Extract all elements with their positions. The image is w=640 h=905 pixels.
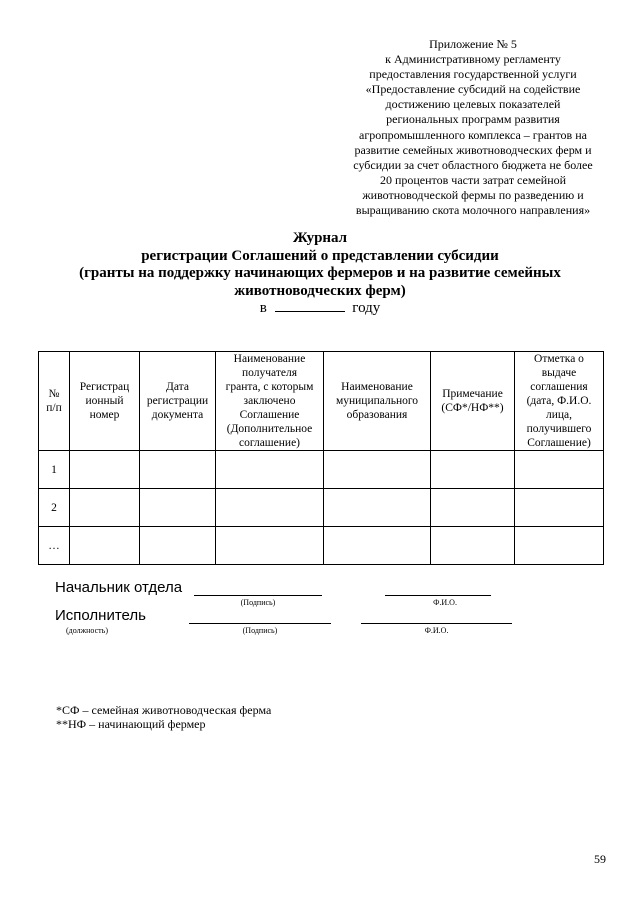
table-cell[interactable] <box>140 451 216 489</box>
appendix-line: 20 процентов части затрат семейной <box>379 172 567 187</box>
table-cell[interactable] <box>515 489 604 527</box>
header-text: Примечание (СФ*/НФ**) <box>441 388 504 414</box>
table-cell[interactable] <box>324 489 431 527</box>
appendix-line: предоставления государственной услуги <box>369 67 577 82</box>
title-line: животноводческих ферм) <box>234 282 406 299</box>
appendix-line: субсидии за счет областного бюджета не более <box>353 157 593 172</box>
table-cell[interactable] <box>140 527 216 565</box>
executor-signature-caption: (Подпись) <box>242 626 278 635</box>
appendix-line: к Административному регламенту <box>385 52 561 67</box>
table-row <box>39 489 604 527</box>
col-header-number <box>39 352 70 451</box>
table-cell[interactable] <box>515 527 604 565</box>
table-cell[interactable] <box>216 527 324 565</box>
executor-label: Исполнитель <box>55 607 146 624</box>
appendix-line: Приложение № 5 <box>429 37 517 51</box>
year-suffix: году <box>352 300 381 316</box>
page-number: 59 <box>594 852 606 866</box>
year-blank <box>275 299 345 312</box>
table-cell[interactable] <box>515 451 604 489</box>
appendix-line: агропромышленного комплекса – грантов на <box>359 127 587 142</box>
title-line: (гранты на поддержку начинающих фермеров и на развитие семейных <box>79 265 561 281</box>
executor-signature-line[interactable] <box>189 623 331 624</box>
row-number: 2 <box>39 489 70 527</box>
table-cell[interactable] <box>216 489 324 527</box>
row-number: 1 <box>39 451 70 489</box>
executor-name-line[interactable] <box>361 623 512 624</box>
table-cell[interactable] <box>324 451 431 489</box>
title-line: Журнал <box>292 230 348 246</box>
appendix-line: выращиванию скота молочного направления» <box>355 203 591 218</box>
col-header-recipient <box>216 352 324 451</box>
executor-name-caption: Ф.И.О. <box>424 626 449 635</box>
table-cell[interactable] <box>140 489 216 527</box>
appendix-line: развитие семейных животноводческих ферм и <box>354 142 592 157</box>
title-line: регистрации Соглашений о представлении субсидии <box>141 247 499 264</box>
head-name-line[interactable] <box>385 595 491 596</box>
table-cell[interactable] <box>431 451 515 489</box>
head-signature-line[interactable] <box>194 595 322 596</box>
table-cell[interactable] <box>431 489 515 527</box>
table-row <box>39 451 604 489</box>
table-row <box>39 527 604 565</box>
year-prefix: в <box>259 300 267 316</box>
journal-table <box>38 351 604 565</box>
table-cell[interactable] <box>70 451 140 489</box>
executor-position-caption: (должность) <box>66 626 108 635</box>
header-text: Дата регистрации документа <box>146 381 209 421</box>
col-header-issue-mark <box>515 352 604 451</box>
table-cell[interactable] <box>70 527 140 565</box>
appendix-line: региональных программ развития <box>386 112 560 127</box>
col-header-reg-number <box>70 352 140 451</box>
appendix-block <box>330 37 616 218</box>
document-title <box>40 230 600 300</box>
year-line <box>40 299 600 317</box>
head-name-caption: Ф.И.О. <box>433 598 457 607</box>
row-number: … <box>39 527 70 565</box>
head-of-department-label: Начальник отдела <box>55 579 183 596</box>
header-text: Регистрац ионный номер <box>79 381 130 421</box>
header-text: № п/п <box>46 388 62 414</box>
table-cell[interactable] <box>431 527 515 565</box>
col-header-reg-date <box>140 352 216 451</box>
col-header-municipality <box>324 352 431 451</box>
col-header-note <box>431 352 515 451</box>
table-cell[interactable] <box>70 489 140 527</box>
footnote-sf: *СФ – семейная животноводческая ферма <box>56 703 272 717</box>
table-cell[interactable] <box>216 451 324 489</box>
appendix-line: достижению целевых показателей <box>385 97 561 112</box>
header-text: Наименование муниципального образования <box>335 381 419 421</box>
footnote-nf: **НФ – начинающий фермер <box>56 717 206 731</box>
header-text: Отметка о выдаче соглашения (дата, Ф.И.О. лица, получившего Соглашение) <box>526 353 592 449</box>
appendix-line: животноводческой фермы по разведению и <box>362 187 584 202</box>
table-header-row <box>39 352 604 451</box>
header-text: Наименование получателя гранта, с которым заключено Соглашение (Дополнительное соглашение) <box>225 353 314 449</box>
table-cell[interactable] <box>324 527 431 565</box>
head-signature-caption: (Подпись) <box>240 598 276 607</box>
appendix-line: «Предоставление субсидий на содействие <box>365 82 581 97</box>
